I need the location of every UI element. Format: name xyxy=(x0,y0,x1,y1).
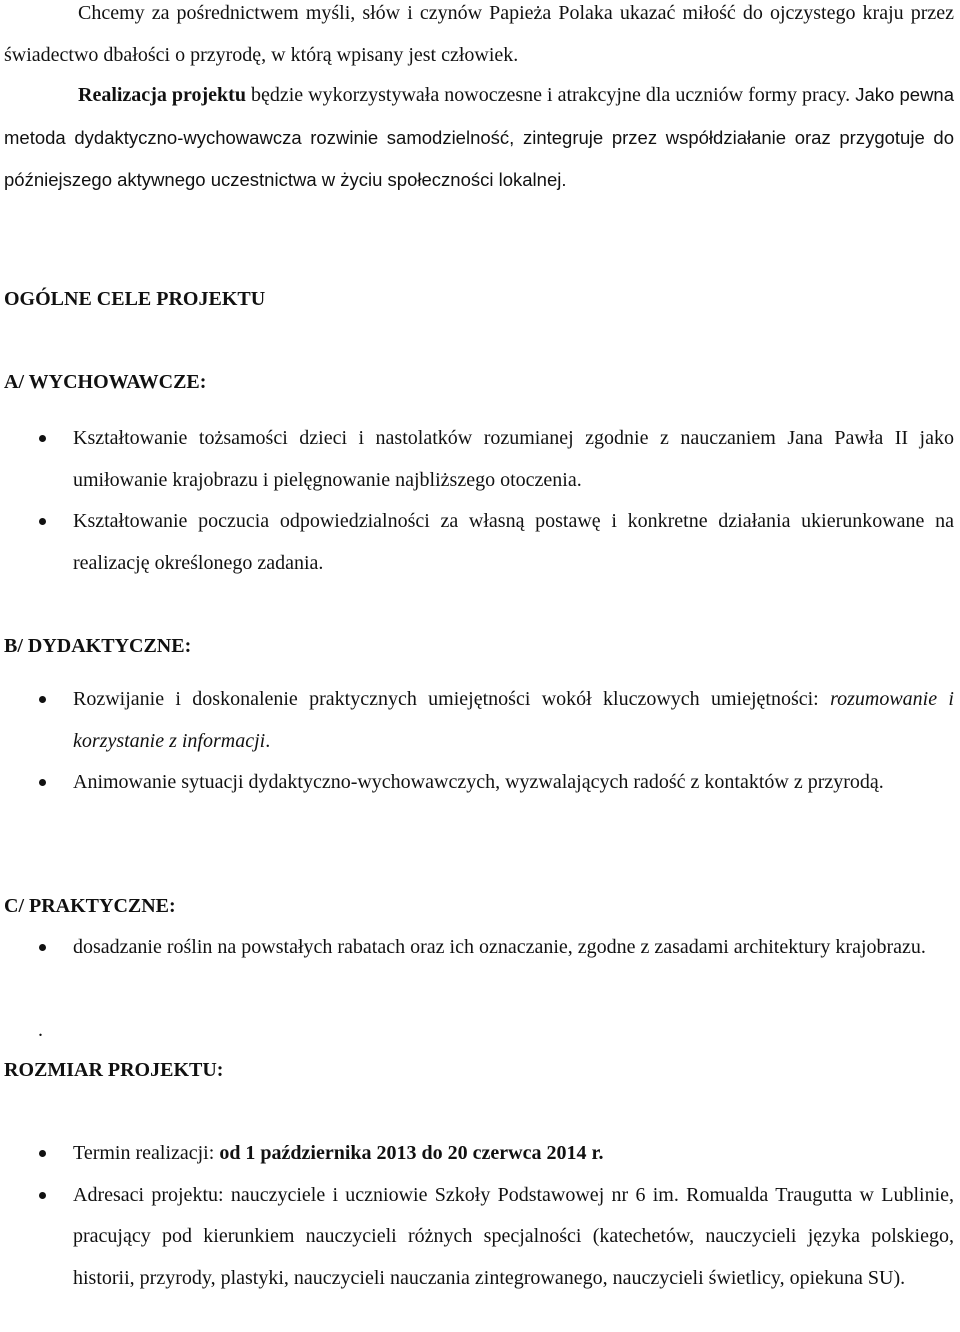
term-value: od 1 października 2013 do 20 czerwca 2014 r. xyxy=(219,1142,604,1164)
list-item-italic-text: rozumowanie i korzystanie z informacji xyxy=(73,688,954,752)
bullet-icon xyxy=(39,1192,46,1199)
intro-paragraph-2 xyxy=(4,74,954,202)
list-item xyxy=(4,762,954,804)
bullet-icon xyxy=(39,435,46,442)
bullet-icon xyxy=(39,696,46,703)
list-item xyxy=(4,1133,954,1175)
intro-bold-phrase: Realizacja projektu xyxy=(78,84,246,106)
list-item-text: Kształtowanie tożsamości dzieci i nastolatków rozumianej zgodnie z nauczaniem Jana Pawła II jako umiłowanie krajobrazu i pielęgnowanie najbliższego otoczenia. xyxy=(73,427,954,491)
list-item-text: dosadzanie roślin na powstałych rabatach oraz ich oznaczanie, zgodne z zasadami architektury krajobrazu. xyxy=(73,936,926,958)
project-size-heading: ROZMIAR PROJEKTU: xyxy=(4,1059,224,1081)
separator-dot: . xyxy=(38,1019,43,1041)
list-item-text-end: . xyxy=(265,729,271,752)
term-label: Termin realizacji: xyxy=(73,1142,220,1164)
bullet-icon xyxy=(39,779,46,786)
list-item xyxy=(4,679,954,762)
intro-paragraph-1 xyxy=(4,0,954,76)
didactic-goals-list xyxy=(4,679,954,804)
recipients-label: Adresaci projektu: xyxy=(73,1183,231,1206)
educational-goals-list xyxy=(4,418,954,584)
list-item-text: Rozwijanie i doskonalenie praktycznych umiejętności wokół kluczowych umiejętności: xyxy=(73,688,831,710)
intro-paragraph-2-text: będzie wykorzystywała nowoczesne i atrakcyjne dla uczniów formy pracy. xyxy=(245,84,851,106)
list-item-text: Animowanie sytuacji dydaktyczno-wychowawczych, wyzwalających radość z kontaktów z przyrodą. xyxy=(73,771,884,793)
list-item xyxy=(4,501,954,584)
intro-paragraph-1-text: Chcemy za pośrednictwem myśli, słów i czynów Papieża Polaka ukazać miłość do ojczystego kraju przez świadectwo dbałości o przyrodę, w którą wpisany jest człowiek. xyxy=(4,2,954,66)
didactic-goals-heading: B/ DYDAKTYCZNE: xyxy=(4,635,192,657)
list-item-text: Kształtowanie poczucia odpowiedzialności za własną postawę i konkretne działania ukierunkowane na realizację określonego zadania. xyxy=(73,510,954,574)
list-item xyxy=(4,927,954,969)
list-item xyxy=(4,418,954,501)
bullet-icon xyxy=(39,518,46,525)
practical-goals-list xyxy=(4,927,954,969)
practical-goals-heading: C/ PRAKTYCZNE: xyxy=(4,895,176,917)
list-item xyxy=(4,1175,954,1300)
bullet-icon xyxy=(39,1150,46,1157)
project-size-list xyxy=(4,1133,954,1299)
goals-title: OGÓLNE CELE PROJEKTU xyxy=(4,288,266,310)
intro-paragraph-2-sans-text: Jako pewna metoda dydaktyczno-wychowawcza rozwinie samodzielność, zintegruje przez współdziałanie oraz przygotuje do późniejszego aktywnego uczestnictwa w życiu społeczności lokalnej. xyxy=(4,84,955,190)
bullet-icon xyxy=(39,944,46,951)
educational-goals-heading: A/ WYCHOWAWCZE: xyxy=(4,371,207,393)
recipients-value: nauczyciele i uczniowie Szkoły Podstawowej nr 6 im. Romualda Traugutta w Lublinie, pracujący pod kierunkiem nauczycieli różnych specjalności (katechetów, nauczycieli języka polskiego, historii, przyrody, plastyki, nauczycieli nauczania zintegrowanego, nauczycieli świetlicy, opiekuna SU). xyxy=(73,1183,955,1289)
